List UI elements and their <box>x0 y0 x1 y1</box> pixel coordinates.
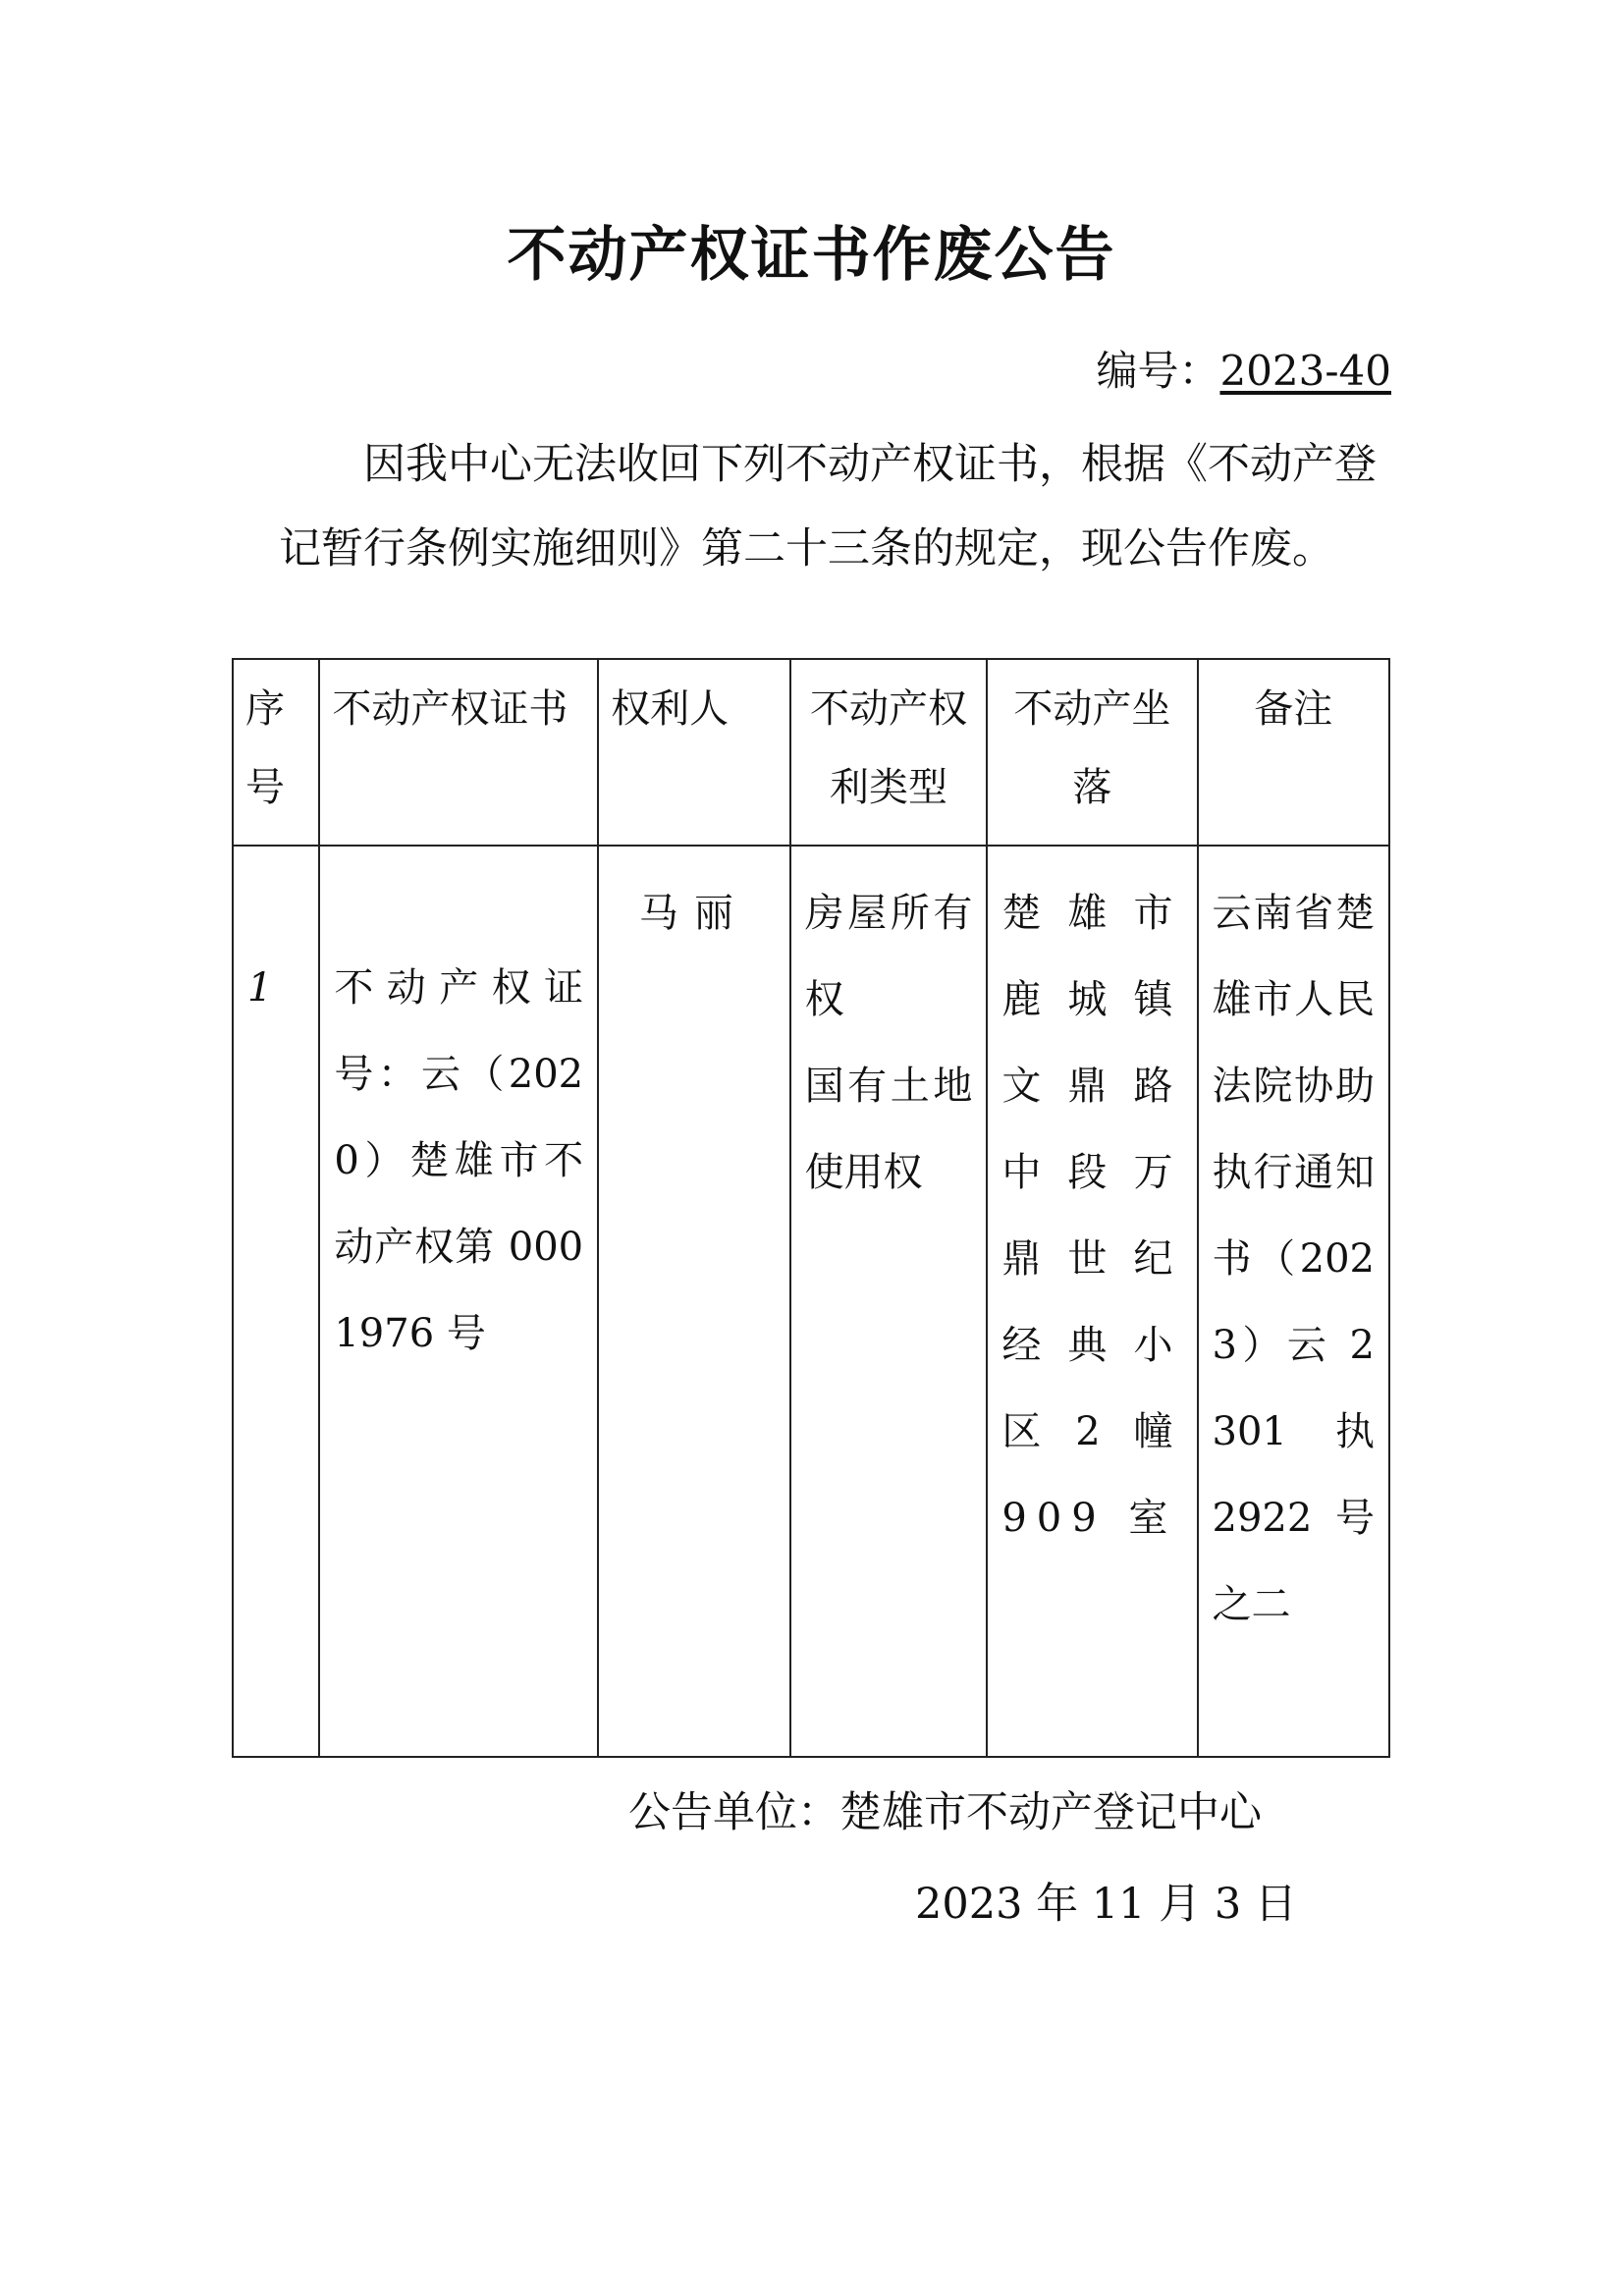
header-cert: 不动产权证书 <box>319 659 598 846</box>
header-right-type: 不动产权利类型 <box>790 659 988 846</box>
document-number-label: 编号： <box>1096 347 1220 395</box>
cell-remark: 云南省楚雄市人民法院协助执行通知书（2023）云 2301 执 2922 号之二 <box>1198 846 1389 1757</box>
header-remark: 备注 <box>1198 659 1389 846</box>
cell-cert: 不动产权证号：云（2020）楚雄市不动产权第 0001976 号 <box>319 846 598 1757</box>
certificate-table <box>232 658 1390 1758</box>
cell-seq: 1 <box>233 846 319 1757</box>
page-title: 不动产权证书作废公告 <box>507 221 1116 290</box>
right-type-line-2: 国有土地使用权 <box>804 1064 973 1195</box>
table-row <box>233 846 1389 1757</box>
right-type-line-1: 房屋所有权 <box>804 891 973 1022</box>
announcement-date: 2023 年 11 月 3 日 <box>915 1880 1297 1929</box>
document-number-value: 2023-40 <box>1219 347 1391 395</box>
header-seq: 序号 <box>233 659 319 846</box>
cell-holder: 马丽 <box>598 846 789 1757</box>
cell-location: 楚雄市鹿城镇文鼎路中段万鼎世纪经典小区 2 幢 909 室 <box>987 846 1197 1757</box>
header-holder: 权利人 <box>598 659 789 846</box>
table-header-row <box>233 659 1389 846</box>
cell-right-type <box>790 846 988 1757</box>
header-location: 不动产坐 落 <box>987 659 1197 846</box>
announcing-unit: 公告单位：楚雄市不动产登记中心 <box>628 1788 1262 1837</box>
document-number <box>1096 339 1391 398</box>
intro-paragraph: 因我中心无法收回下列不动产权证书，根据《不动产登记暂行条例实施细则》第二十三条的规定，现公告作废。 <box>279 440 1377 574</box>
